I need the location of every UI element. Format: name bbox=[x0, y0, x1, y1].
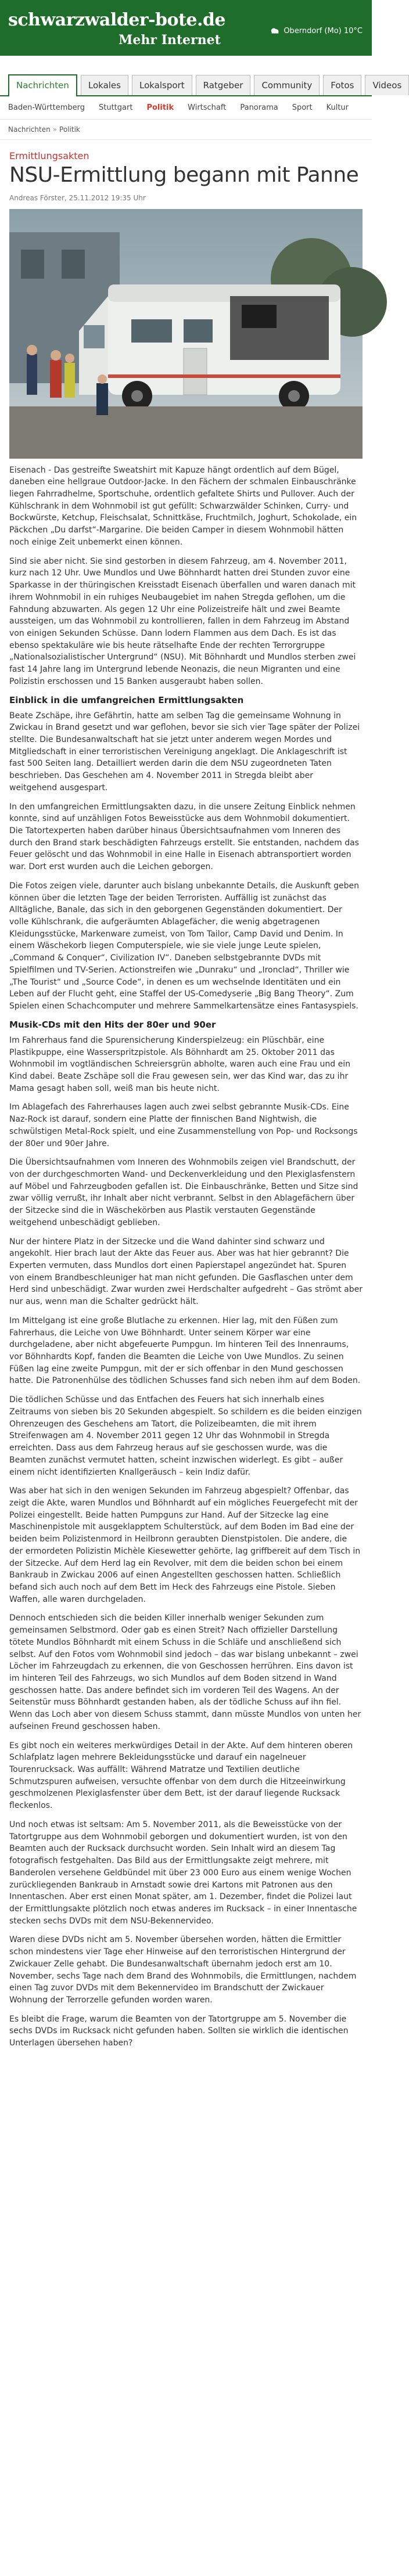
sub-nav-politik[interactable]: Politik bbox=[146, 103, 174, 112]
article-paragraph: Und noch etwas ist seltsam: Am 5. November 2011, als die Beweisstücke von der Tatortgruppe aus dem Wohnmobil geborgen und dokumentiert wurden, ist von den Beamten auch der Rucksack durchsucht worden. Sein Inhalt wird an diesem Tag fotografisch festgehalten. Das Bild aus der Ermittlungsakte zeigt mehrere, mit Banderolen versehene Geldbündel mit über 23 000 Euro aus einem wenige Wochen zurückliegenden Bankraub in Arnstadt sowie drei Kartons mit Patronen aus den Innentaschen. Aber erst einen Monat später, am 1. Dezember, findet die Polizei laut der Ermittlungsakte plötzlich noch etwas anderes im Rucksack – in einer Innentasche stecken sechs DVDs mit dem NSU-Bekennervideo. bbox=[9, 1820, 357, 1926]
sub-nav-sport[interactable]: Sport bbox=[292, 103, 313, 112]
article-headline: NSU-Ermittlung begann mit Panne bbox=[9, 163, 359, 187]
article-paragraph: Beate Zschäpe, ihre Gefährtin, hatte am selben Tag die gemeinsame Wohnung in Zwickau in Brand gesetzt und war geflohen, bevor sie sich vier Tage später der Polizei stellte. Die Bundesanwaltschaft hat sie jetzt unter anderem wegen Mordes und Mitgliedschaft in einer terroristischen Vereinigung angeklagt. Die Anklageschrift ist fast 500 Seiten lang. Detailliert werden darin die dem NSU zugeordneten Taten beschrieben. Das Geschehen am 4. November 2011 in Stregda bleibt aber weitgehend ausgespart. bbox=[9, 711, 360, 792]
article-paragraph: Waren diese DVDs nicht am 5. November übersehen worden, hätten die Ermittler schon mindestens vier Tage eher Hinweise auf den terroristischen Hintergrund der Zwickauer Zelle gehabt. Die Bundesanwaltschaft übernahm jedoch erst am 10. November, sechs Tage nach dem Brand des Wohnmobils, die Ermittlungen, nachdem einen Tag zuvor DVDs mit dem Bekennervideo im Brandschutt der Zwickauer Wohnung der Terrorzelle gefunden worden waren. bbox=[9, 1935, 357, 2005]
article-paragraph: Es gibt noch ein weiteres merkwürdiges Detail in der Akte. Auf dem hinteren oberen Schlafplatz lagen mehrere Bekleidungsstücke und darauf ein nagelneuer Tourenrucksack. Was auffällt: Während Matratze und Textilien deutliche Schmutzspuren aufweisen, versuchte offenbar von dem durch die Hitzeeinwirkung geschmolzenen Plexiglasfenster über dem Bett, ist der darauf liegende Rucksack fleckenlos. bbox=[9, 1741, 353, 1811]
article-paragraph: Im Mittelgang ist eine große Blutlache zu erkennen. Hier lag, mit den Füßen zum Fahrerhaus, die Leiche von Uwe Böhnhardt. Unter seinem Körper war eine durchgeladene, aber nicht abgefeuerte Pumpgun. Im hinteren Teil des Innenraums, vor Böhnhardts Kopf, fanden die Beamten die Leiche von Uwe Mundlos. Zu seinen Füßen lag eine zweite Pumpgun, mit der er sich offenbar in den Mund geschossen hatte. Die Patronenhülse des tödlichen Schusses fand sich neben ihm auf dem Boden. bbox=[9, 1316, 361, 1386]
article-paragraph: Dennoch entschieden sich die beiden Killer innerhalb weniger Sekunden zum gemeinsamen Selbstmord. Oder gab es einen Streit? Nach offizieller Darstellung tötete Mundlos Böhnhardt mit einem Schuss in die Schläfe und anschließend sich selbst. Auf den Fotos vom Wohnmobil sind jedoch – das war bislang unbekannt – zwei Löcher im Fahrzeugdach zu erkennen, die von Geschossen herrühren. Eins davon ist im hinteren Teil des Fahrzeugs, wo sich Mundlos auf dem Boden sitzend in Wand geschossen hatte. Das andere befindet sich im vorderen Teil des Wagens. An der Seitenstür muss Böhnhardt gestanden haben, als der tödliche Schuss auf ihn fiel. Wenn das Loch aber von diesem Schuss stammt, dann müsste Mundlos von unten her aufseinen Freund geschossen haben. bbox=[9, 1613, 361, 1731]
breadcrumb-separator: » bbox=[52, 125, 58, 134]
tab-videos[interactable]: Videos bbox=[365, 75, 409, 95]
section-heading: Einblick in die umfangreichen Ermittlungsakten bbox=[9, 694, 244, 705]
article-paragraph: Nur der hintere Platz in der Sitzecke und die Wand dahinter sind schwarz und angekohlt. Hier brach laut der Akte das Feuer aus. Aber was hat hier gebrannt? Die Experten vermuten, dass Mundlos dort einen Papierstapel angezündet hat. Spuren von einem Brandbeschleuniger hat man nicht gefunden. Die Gasflaschen unter dem Herd sind unbeschädigt. Zwar wurden zwei Herdschalter aufgedreht – Gas strömt aber nur aus, wenn man die Schalter gedrückt hält. bbox=[9, 1237, 363, 1307]
breadcrumb bbox=[0, 120, 372, 140]
sub-nav-wirtschaft[interactable]: Wirtschaft bbox=[188, 103, 227, 112]
article-paragraph: Die Übersichtsaufnahmen vom Inneren des Wohnmobils zeigen viel Brandschutt, der von der durchgeschmorten Wand- und Deckenverkleidung und den Plexiglasfenstern auf Möbel und Fahrzeugboden gefallen ist. Die Einbauschränke, Betten und Sitze sind zwar völlig verrußt, ihr Inhalt aber nicht verbrannt. Selbst in den Ablagefächern über der Sitzecke sind die in Wäschekörben aus Plastik verstauten Gegenstände weitgehend unbeschädigt geblieben. bbox=[9, 1158, 358, 1227]
article-meta: Andreas Förster, 25.11.2012 19:35 Uhr bbox=[9, 193, 146, 202]
tab-ratgeber[interactable]: Ratgeber bbox=[196, 75, 251, 95]
article-paragraph: Sind sie aber nicht. Sie sind gestorben in diesem Fahrzeug, am 4. November 2011, kurz nach 12 Uhr. Uwe Mundlos und Uwe Böhnhardt hatten drei Stunden zuvor eine Sparkasse in der thüringischen Kreisstadt Eisenach überfallen und waren danach mit ihrem Wohnmobil in ein ruhiges Neubaugebiet im nahen Stregda geflohen, um die Fahndung abzuwarten. Als gegen 12 Uhr eine Polizeistreife hält und zwei Beamte aussteigen, um das Wohnmobil zu kontrollieren, fallen in dem Fahrzeug im Abstand von einigen Sekunden Schüsse. Dann lodern Flammen aus dem Dach. Es ist das ebenso spektakuläre wie bis heute rätselhafte Ende der rechten Terrorgruppe „Nationalsozialistischer Untergrund“ (NSU). Mit Böhnhardt und Mundlos sterben zwei fast 14 Jahre lang im Untergrund lebende Neonazis, die neun Migranten und eine Polizistin erschossen und 15 Banken ausgeraubt haben sollen. bbox=[9, 556, 356, 686]
sub-nav-kultur[interactable]: Kultur bbox=[326, 103, 349, 112]
breadcrumb-politik[interactable]: Politik bbox=[59, 125, 80, 134]
logo-main-text: schwarzwalder-bote.de bbox=[8, 10, 225, 30]
article-paragraph: Die tödlichen Schüsse und das Entfachen des Feuers hat sich innerhalb eines Zeitraums von sieben bis 20 Sekunden abgespielt. So schildern es die beiden einzigen Ohrenzeugen des Geschehens am Tatort, die Polizeibeamten, die mit ihrem Streifenwagen am 4. November 2011 gegen 12 Uhr das Wohnmobil in Stregda erreichten. Dass aus dem Fahrzeug heraus auf sie geschossen wurde, was die Beamten zunächst vermutet hatten, scheint inzwischen widerlegt. Es gibt – außer einem nicht identifizierten Knallgeräusch – kein Indiz dafür. bbox=[9, 1395, 362, 1477]
article bbox=[0, 140, 372, 2068]
sub-nav-baden-wuerttemberg[interactable]: Baden-Württemberg bbox=[8, 103, 85, 112]
article-paragraph: Im Ablagefach des Fahrerhauses lagen auch zwei selbst gebrannte Musik-CDs. Eine Naz-Rock ist darauf, sondern eine Platte der finnischen Band Nightwish, die schwülstigen Metal-Rock spielt, und eine Zusammenstellung von Pop- und Rocksongs der 80er und 90er Jahre. bbox=[9, 1103, 358, 1148]
article-paragraph: Im Fahrerhaus fand die Spurensicherung Kinderspielzeug: ein Plüschbär, eine Plastikpuppe, eine Wasserspritzpistole. Als Böhnhardt am 25. Oktober 2011 das Wohnmobil im vogtländischen Schreiersgrün abholte, waren auch eine Frau und ein Kind dabei. Beate Zschäpe soll die Frau gewesen sein, wer das Kind war, das zu ihr Mama gesagt haben soll, weiß man bis heute nicht. bbox=[9, 1035, 350, 1093]
article-paragraph: Was aber hat sich in den wenigen Sekunden im Fahrzeug abgespielt? Offenbar, das zeigt die Akte, waren Mundlos und Böhnhardt auf ein mögliches Feuergefecht mit der Polizei eingestellt. Beide hatten Pumpguns zur Hand. Auf der Sitzecke lag eine Maschinenpistole mit ausgeklapptem Schulterstück, auf dem Boden im Bad eine der beiden beim Polizistenmord in Heilbronn geraubten Dienstpistolen. Die andere, die der ermordeten Polizistin Michèle Kiesewetter gehörte, lag griffbereit auf dem Tisch in der Sitzecke. Auf dem Herd lag ein Revolver, mit dem die beiden schon bei einem Bankraub in Zwickau 2006 auf einen Angestellten geschossen hatten. Schließlich befand sich auch noch auf dem Bett im Heck des Fahrzeugs eine Pistole. Sieben Waffen, alle waren durchgeladen. bbox=[9, 1486, 361, 1604]
cloud-icon bbox=[270, 26, 280, 36]
site-header bbox=[0, 0, 372, 56]
breadcrumb-nachrichten[interactable]: Nachrichten bbox=[8, 125, 51, 134]
article-paragraph: Die Fotos zeigen viele, darunter auch bislang unbekannte Details, die Auskunft geben können über die letzten Tage der beiden Terroristen. Auffällig ist zunächst das Alltägliche, Banale, das sich in den geborgenen Gegenständen dokumentiert. Der volle Kühlschrank, die aufgeräumten Ablagefächer, die wenig abgetragenen Kleidungsstücke, Markenware zumeist, von Tom Tailor, Camp David und Denim. In einem Wäschekorb liegen Computerspiele, wie sie viele junge Leute spielen, „Command & Conquer“, Civilization IV“. Daneben selbstgebrannte DVDs mit Spielfilmen und TV-Serien. Actionstreifen wie „Dunraku“ und „Ironclad“, Thriller wie „The Tourist“ und „Source Code“, in denen es um wechselnde Identitäten und ein Leben auf der Flucht geht, eine Staffel der US-Comedyserie „Big Bang Theory“. Zum Spielen einen Schachcomputer und mehrere Sammelkartensätze eines Fantasyspiels. bbox=[9, 881, 359, 1011]
weather-text: Oberndorf (Mo) 10°C bbox=[284, 26, 363, 35]
weather-widget[interactable] bbox=[270, 26, 363, 36]
article-paragraph: Es bleibt die Frage, warum die Beamten von der Tatortgruppe am 5. November die sechs DVDs im Rucksack nicht gefunden haben. Sollten sie wirklich die identischen Unterlagen übersehen haben? bbox=[9, 2014, 349, 2048]
section-heading: Musik-CDs mit den Hits der 80er und 90er bbox=[9, 1019, 216, 1030]
article-kicker: Ermittlungsakten bbox=[9, 150, 89, 161]
sub-nav-stuttgart[interactable]: Stuttgart bbox=[99, 103, 133, 112]
tab-community[interactable]: Community bbox=[254, 75, 320, 95]
tab-lokalsport[interactable]: Lokalsport bbox=[132, 75, 192, 95]
site-logo[interactable] bbox=[8, 12, 225, 46]
motorhome-photo-illustration bbox=[9, 209, 363, 459]
article-photo[interactable] bbox=[9, 209, 363, 459]
logo-tagline: Mehr Internet bbox=[119, 33, 221, 48]
sub-nav-panorama[interactable]: Panorama bbox=[240, 103, 278, 112]
tab-nachrichten[interactable]: Nachrichten bbox=[8, 74, 77, 96]
article-lead: Eisenach - Das gestreifte Sweatshirt mit Kapuze hängt ordentlich auf dem Bügel, daneben eine hellgraue Outdoor-Jacke. In den Fächern der schmalen Einbauschränke liegen Fahrradhelme, Sportschuhe, ordentlich gefaltete Shirts und Pullover. Auch der Kühlschrank in dem Wohnmobil ist gut gefüllt: Schwarzwälder Schinken, Curry- und Bockwürste, Ketchup, Fleischsalat, Schnittkäse, Fruchtmilch, Joghurt, Schokolade, ein Päckchen „Du darfst“-Margarine. Die beiden Camper in diesem Wohnmobil hätten noch einige Zeit unbemerkt einen können. bbox=[9, 465, 357, 547]
tab-fotos[interactable]: Fotos bbox=[323, 75, 361, 95]
tab-lokales[interactable]: Lokales bbox=[81, 75, 128, 95]
sub-nav bbox=[0, 96, 372, 120]
article-paragraph: In den umfangreichen Ermittlungsakten dazu, in die unsere Zeitung Einblick nehmen konnte, sind auf unzähligen Fotos Beweisstücke aus dem Wohnmobil dokumentiert. Die Tatortexperten haben darüber hinaus Übersichtsaufnahmen vom Inneren des durch den Brand stark beschädigten Fahrzeugs erstellt. Sie entstanden, nachdem das Feuer gelöscht und das Wohnmobil in eine Halle in Eisenach abtransportiert worden war. Dort erst wurden auch die Leichen geborgen. bbox=[9, 802, 359, 872]
main-nav bbox=[0, 56, 402, 96]
